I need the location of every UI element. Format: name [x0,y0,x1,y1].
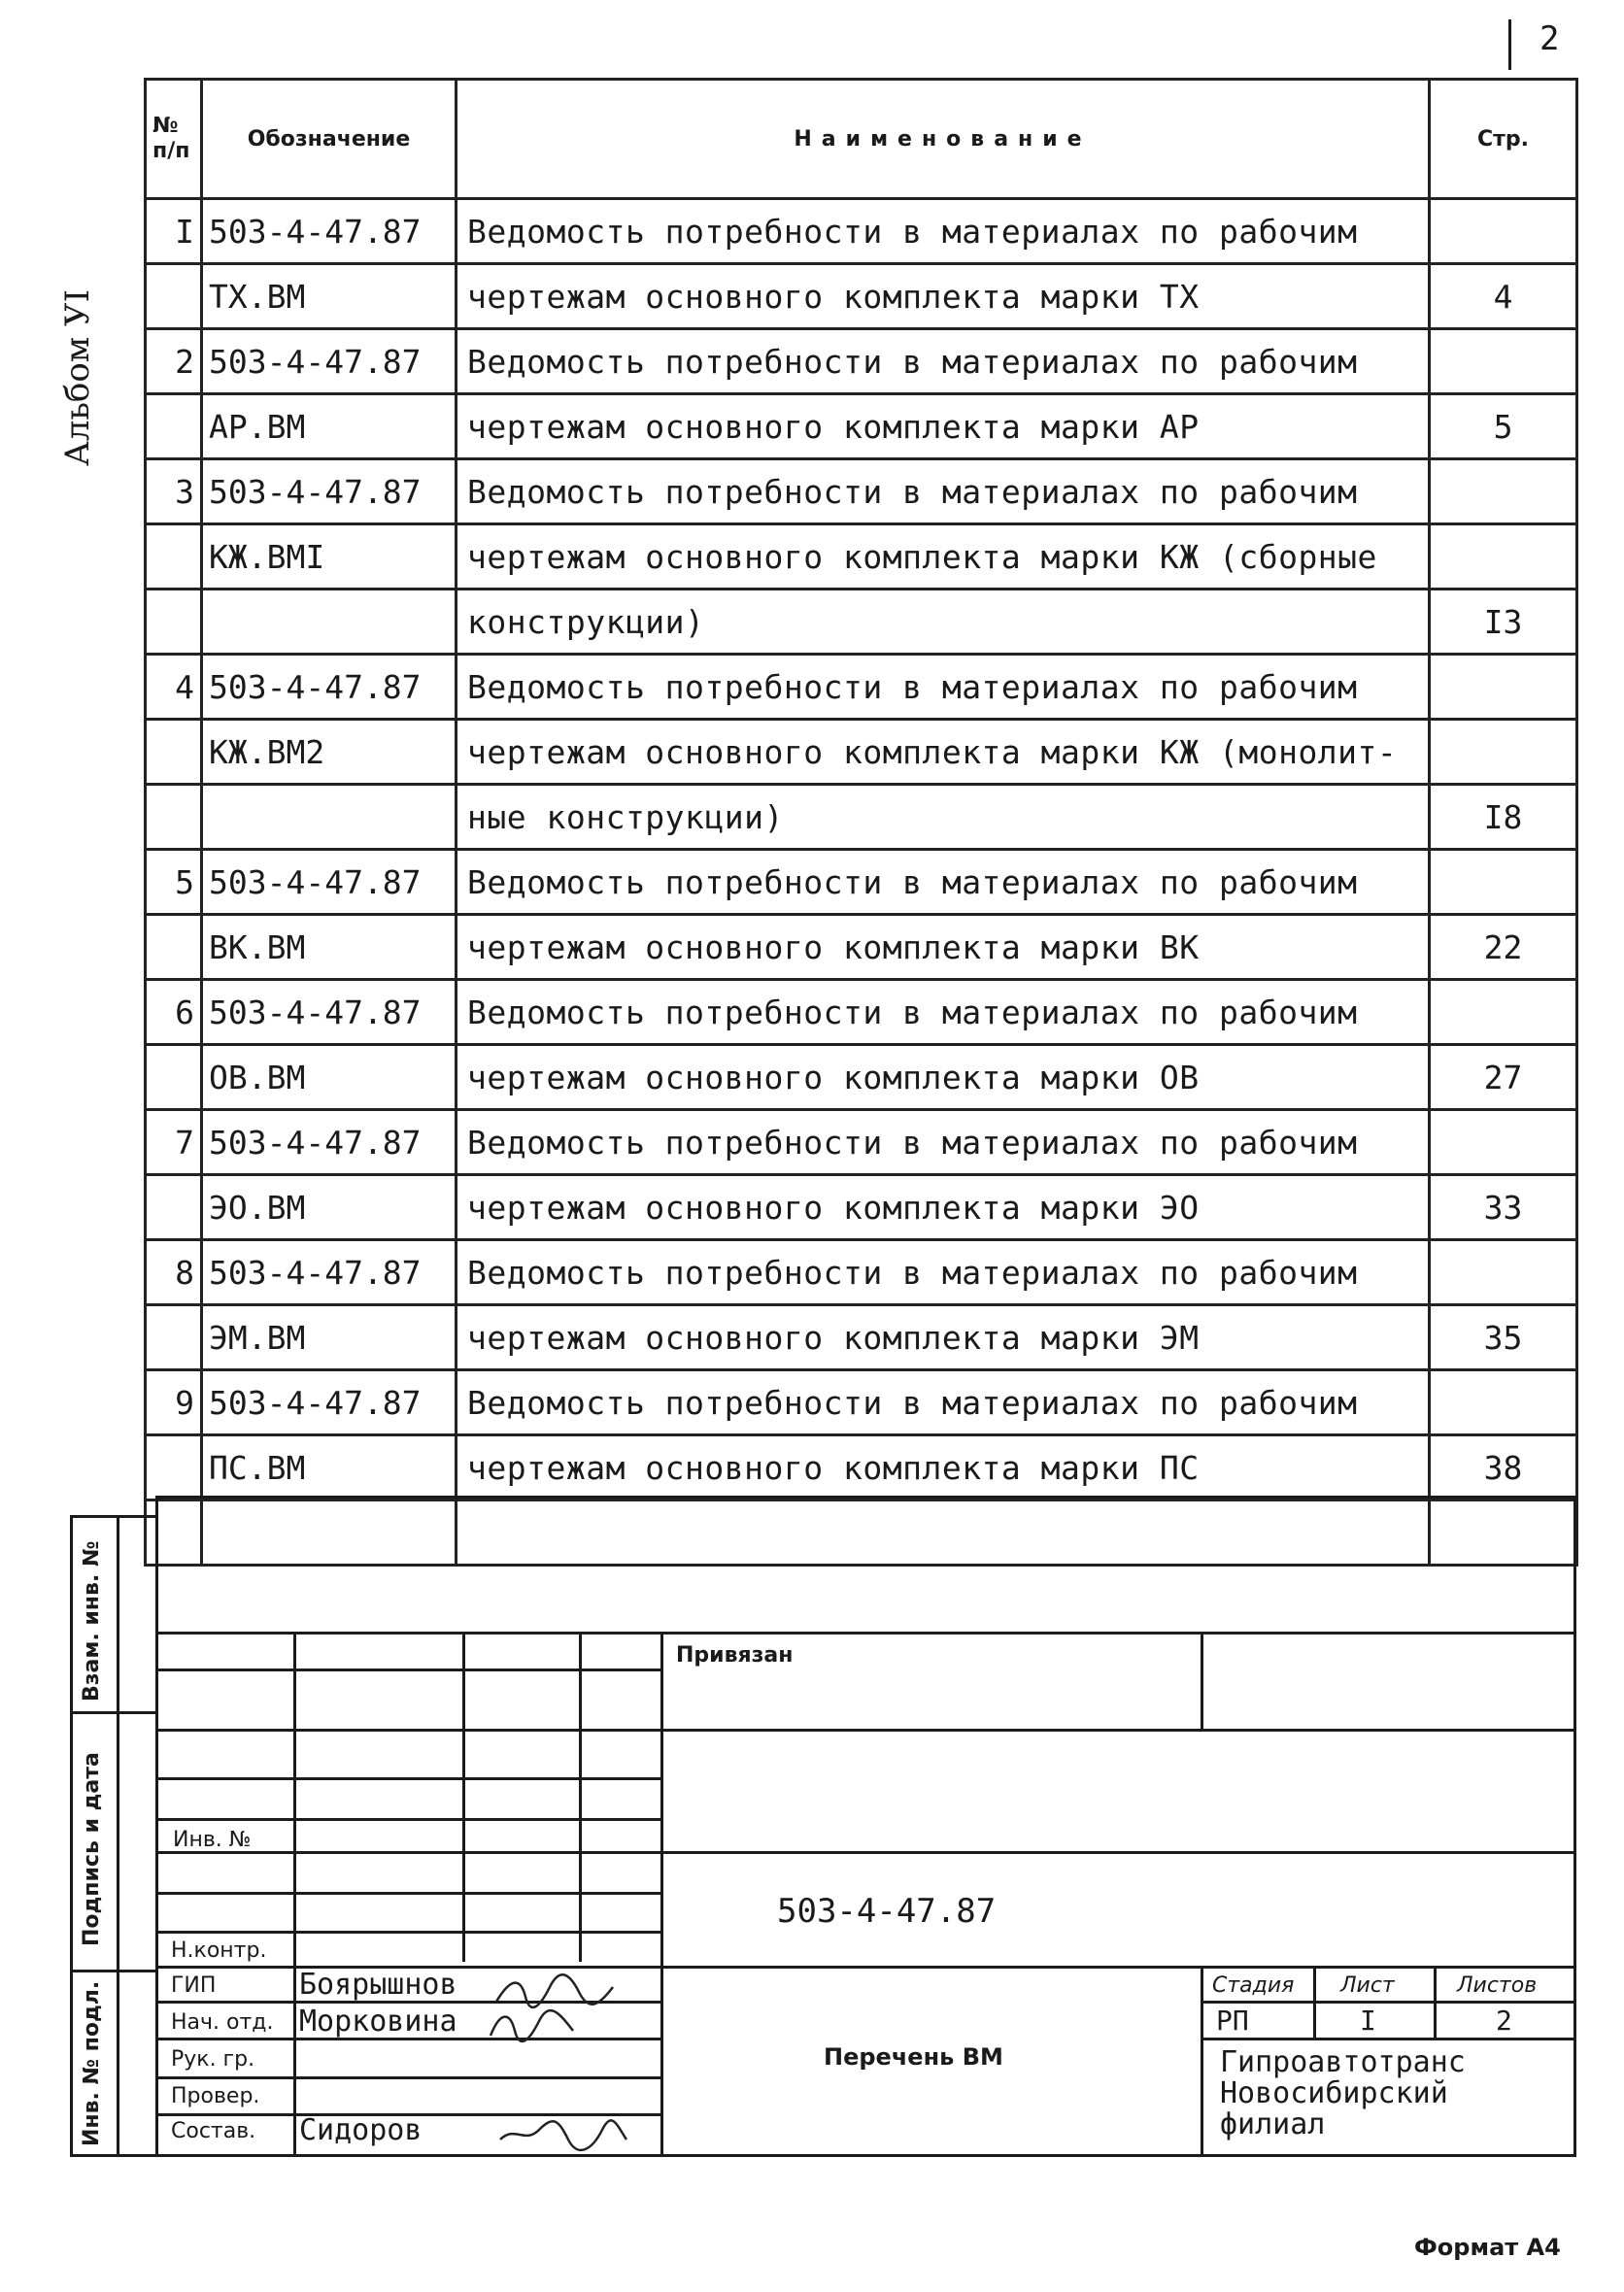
tb-line-2 [155,1668,660,1671]
row-num: 7 [146,1110,202,1175]
row-num [146,915,202,980]
inv-no-label: Инв. № [173,1828,252,1852]
album-label: Альбом УI [58,288,97,466]
tb-vline-e [1201,1632,1203,1729]
label-inv-podl: Инв. № подл. [80,1980,104,2146]
role-label: ГИП [171,1973,217,1998]
row-name: чертежам основного комплекта марки ОВ [457,1045,1430,1110]
tb-line-1 [155,1632,1575,1635]
row-name: Ведомость потребности в материалах по рабочим [457,199,1430,264]
row-page [1430,459,1577,524]
row-code: ТХ.ВМ [202,264,457,329]
doc-title: Перечень ВМ [824,2043,1003,2071]
row-code [202,1500,457,1566]
row-code: 503-4-47.87 [202,1110,457,1175]
tb-side-sep1 [70,1711,157,1714]
row-code: 503-4-47.87 [202,1240,457,1305]
role-person-name: Сидоров [299,2113,423,2147]
tb-bottom-line [70,2154,1576,2157]
row-name: Ведомость потребности в материалах по рабочим [457,655,1430,720]
tb-vline-g [1313,1966,1316,2039]
row-num [146,1435,202,1500]
tb-line-6 [155,1851,1575,1854]
table-row [146,980,1577,1045]
row-num [146,785,202,850]
table-row [146,459,1577,524]
row-code: ПС.ВМ [202,1435,457,1500]
table-row [146,590,1577,655]
table-row [146,655,1577,720]
table-row [146,394,1577,459]
row-page: 35 [1430,1305,1577,1370]
tb-vline-h [1434,1966,1437,2039]
organization-line-1: Гипроавтотранс [1220,2045,1466,2079]
table-row [146,1305,1577,1370]
tb-line-stage-2 [1201,2038,1575,2040]
row-name: чертежам основного комплекта марки ЭМ [457,1305,1430,1370]
table-row [146,1240,1577,1305]
doc-code: 503-4-47.87 [777,1892,997,1931]
tb-vline-b [462,1632,465,1962]
privyazan-label: Привязан [676,1643,794,1668]
row-name: чертежам основного комплекта марки АР [457,394,1430,459]
label-vzam-inv: Взам. инв. № [80,1540,104,1702]
row-code: КЖ.ВМ2 [202,720,457,785]
tb-vline-c [579,1632,582,1962]
row-page [1430,524,1577,590]
header-num-line2: п/п [152,139,190,163]
table-body [146,199,1577,1566]
sheets-header: Листов [1457,1973,1538,1998]
row-code: ВК.ВМ [202,915,457,980]
row-name: чертежам основного комплекта марки ВК [457,915,1430,980]
row-page: 4 [1430,264,1577,329]
row-code: 503-4-47.87 [202,459,457,524]
row-num [146,1175,202,1240]
row-name: конструкции) [457,590,1430,655]
table-row [146,720,1577,785]
table-row [146,1370,1577,1435]
page-number-bar [1508,19,1511,70]
row-name: чертежам основного комплекта марки ПС [457,1435,1430,1500]
row-num: I [146,199,202,264]
row-code: ЭМ.ВМ [202,1305,457,1370]
row-name: Ведомость потребности в материалах по рабочим [457,329,1430,394]
row-name: Ведомость потребности в материалах по рабочим [457,1110,1430,1175]
table-row [146,785,1577,850]
role-person-name: Боярышнов [299,1968,457,2002]
role-label: Н.контр. [171,1938,267,1963]
row-page: 38 [1430,1435,1577,1500]
table-row [146,1110,1577,1175]
header-num [146,80,202,199]
row-page: I8 [1430,785,1577,850]
row-code: ЭО.ВМ [202,1175,457,1240]
signature-sostav [495,2115,631,2154]
organization-line-3: филиал [1220,2107,1326,2141]
row-page [1430,329,1577,394]
row-num [146,264,202,329]
row-num [146,720,202,785]
tb-side-top [70,1515,157,1518]
role-label: Нач. отд. [171,2010,274,2035]
table-row [146,199,1577,264]
row-code: ОВ.ВМ [202,1045,457,1110]
row-name: чертежам основного комплекта марки ТХ [457,264,1430,329]
row-code: 503-4-47.87 [202,1370,457,1435]
row-code [202,785,457,850]
tb-side-mid [117,1515,119,2156]
table-row [146,1045,1577,1110]
row-num: 5 [146,850,202,915]
tb-line-7 [155,1892,660,1895]
header-num-line1: № [152,114,179,138]
row-code: 503-4-47.87 [202,980,457,1045]
header-code: Обозначение [202,80,457,199]
row-name: Ведомость потребности в материалах по рабочим [457,1240,1430,1305]
table-row [146,524,1577,590]
signature-nach-otd [486,2006,583,2045]
row-page: I3 [1430,590,1577,655]
row-page [1430,850,1577,915]
sheet-header: Лист [1340,1973,1395,1998]
tb-line-4 [155,1777,660,1780]
tb-vline-d [660,1632,663,2154]
row-code: АР.ВМ [202,394,457,459]
table-row [146,1175,1577,1240]
tb-top-line [155,1496,1575,1499]
row-num [146,1500,202,1566]
row-num: 4 [146,655,202,720]
row-name: Ведомость потребности в материалах по рабочим [457,980,1430,1045]
row-num [146,1045,202,1110]
tb-vline-f [1201,1966,1203,2154]
table-row [146,264,1577,329]
row-page [1430,1240,1577,1305]
row-name: ные конструкции) [457,785,1430,850]
tb-line-8 [155,1931,660,1934]
table-row [146,850,1577,915]
row-name: Ведомость потребности в материалах по рабочим [457,1370,1430,1435]
role-label: Провер. [171,2084,260,2108]
table-row [146,329,1577,394]
row-code: КЖ.ВМI [202,524,457,590]
tb-side-sep2 [70,1970,157,1972]
row-num: 8 [146,1240,202,1305]
table-header-row [146,80,1577,199]
row-code [202,590,457,655]
row-page [1430,655,1577,720]
row-name: чертежам основного комплекта марки КЖ (монолит- [457,720,1430,785]
row-num: 9 [146,1370,202,1435]
row-code: 503-4-47.87 [202,850,457,915]
row-page [1430,1110,1577,1175]
header-name: Наименование [457,80,1430,199]
format-label: Формат А4 [1414,2234,1561,2261]
table-row [146,1435,1577,1500]
row-page [1430,199,1577,264]
header-page: Стр. [1430,80,1577,199]
row-name: чертежам основного комплекта марки КЖ (сборные [457,524,1430,590]
sheets-value: 2 [1496,2005,1512,2037]
tb-side-left [70,1515,73,2156]
row-page: 5 [1430,394,1577,459]
row-name [457,1500,1430,1566]
row-page [1430,720,1577,785]
sheet-value: I [1360,2005,1376,2037]
table-row [146,915,1577,980]
row-name: чертежам основного комплекта марки ЭО [457,1175,1430,1240]
row-code: 503-4-47.87 [202,199,457,264]
label-podpis-data: Подпись и дата [80,1752,104,1946]
row-num [146,524,202,590]
document-list-table [144,78,1578,1567]
row-name: Ведомость потребности в материалах по рабочим [457,850,1430,915]
tb-right-line [1573,1496,1576,2156]
stage-header: Стадия [1212,1973,1295,1998]
row-page [1430,1500,1577,1566]
tb-line-3 [155,1729,1575,1732]
row-num: 6 [146,980,202,1045]
tb-line-12 [155,2076,660,2079]
row-code: 503-4-47.87 [202,329,457,394]
row-page [1430,980,1577,1045]
role-label: Рук. гр. [171,2047,255,2072]
role-person-name: Морковина [299,2005,457,2039]
tb-vline-a [293,1632,296,2154]
tb-line-stage-1 [1201,2001,1575,2004]
stage-value: РП [1216,2005,1249,2037]
row-num [146,394,202,459]
row-num [146,1305,202,1370]
table-row [146,1500,1577,1566]
row-page [1430,1370,1577,1435]
tb-left-line [155,1496,158,2156]
row-page: 22 [1430,915,1577,980]
page-number: 2 [1539,19,1560,58]
organization [1220,2047,1466,2140]
row-code: 503-4-47.87 [202,655,457,720]
tb-line-5 [155,1818,660,1821]
row-page: 27 [1430,1045,1577,1110]
organization-line-2: Новосибирский [1220,2076,1448,2110]
row-num: 2 [146,329,202,394]
role-label: Состав. [171,2119,256,2143]
row-num [146,590,202,655]
row-num: 3 [146,459,202,524]
row-page: 33 [1430,1175,1577,1240]
row-name: Ведомость потребности в материалах по рабочим [457,459,1430,524]
